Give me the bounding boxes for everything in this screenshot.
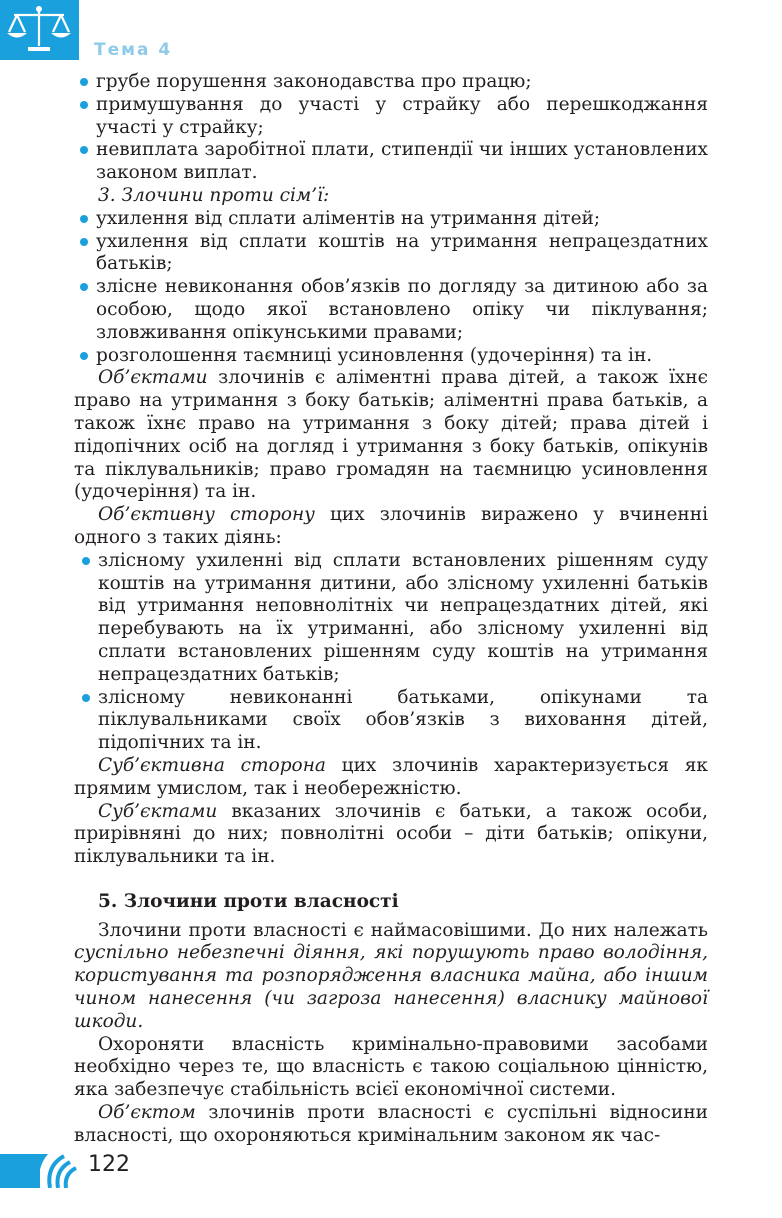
topic-label: Тема 4 [94, 40, 173, 60]
paragraph-property-protection: Охороняти власність кримінально-правовими засобами необхідно через те, що власність є такою соціальною цінністю, яка забезпечує стабільність всієї економічної системи. [74, 1033, 708, 1101]
list-item: злісному ухиленні від сплати встановлених рішенням суду коштів на утримання дитини, або злісному ухиленні батьків від утримання неповнолітніх чи непрацездатних дітей, які перебувають на їх утриманні, або злісному ухиленні від сплати встановлених рішенням суду коштів на утримання непрацездатних батьків; [74, 550, 708, 687]
list-item: грубе порушення законодавства про працю; [74, 71, 708, 94]
signal-waves-icon [0, 1148, 80, 1188]
paragraph-objects: Об’єктами злочинів є аліментні права дітей, а також їхнє право на утримання з боку батьків; аліментні права батьків, а також їхнє право на утримання з боку дітей; права дітей і підопічних осіб на догляд і утримання з боку батьків, опікунів та піклувальників; право громадян на таємницю усиновлення (удочеріння) та ін. [74, 367, 708, 503]
bullet-icon [82, 694, 90, 702]
list-item: розголошення таємниці усиновлення (удочеріння) та ін. [74, 345, 708, 368]
list-item: злісне невиконання обов’язків по догляду за дитиною або за особою, щодо якої встановлено опіку чи піклування; зловживання опікунськими правами; [74, 276, 708, 344]
paragraph-objective-side: Об’єктивну сторону цих злочинів виражено у вчиненні одного з таких діянь: [74, 504, 708, 548]
subsection-heading: 3. Злочини проти сім’ї: [98, 184, 330, 206]
list-item: злісному невиконанні батьками, опікунами та піклувальниками своїх обов’язків з виховання дітей, підопічних та ін. [74, 687, 708, 755]
scales-of-justice-icon [0, 0, 79, 60]
bullet-icon [80, 215, 88, 223]
bullet-icon [80, 238, 88, 246]
section-heading: 5. Злочини проти власності [98, 890, 399, 912]
list-item: примушування до участі у страйку або перешкоджання участі у страйку; [74, 94, 708, 140]
bullet-icon [80, 283, 88, 291]
paragraph-subjective-side: Суб’єктивна сторона цих злочинів характеризується як прямим умислом, так і необережністю. [74, 754, 708, 799]
bullet-icon [80, 78, 88, 86]
paragraph-property-intro: Злочини проти власності є наймасовішими. До них належать суспільно небезпечні діяння, які порушують право володіння, користування та розпорядження власника майна, або іншим чином нанесення (чи загроза нанесення) власнику майнової шкоди. [74, 919, 708, 1032]
paragraph-subjects: Суб’єктами вказаних злочинів є батьки, а також особи, прирівняні до них; повнолітні особи – діти батьків; опікуни, піклувальники та ін. [74, 800, 708, 868]
page-content [74, 71, 708, 1148]
bullet-icon [80, 352, 88, 360]
list-item: ухилення від сплати коштів на утримання непрацездатних батьків; [74, 231, 708, 277]
paragraph-property-object: Об’єктом злочинів проти власності є суспільні відносини власності, що охороняються кримінальним законом як час- [74, 1102, 708, 1146]
bullet-icon [80, 101, 88, 109]
bullet-icon [82, 557, 90, 565]
list-item: ухилення від сплати аліментів на утримання дітей; [74, 208, 708, 231]
topic-badge [0, 0, 79, 60]
list-item: невиплата заробітної плати, стипендії чи інших установлених законом виплат. [74, 139, 708, 185]
page-number: 122 [88, 1152, 130, 1177]
bullet-icon [80, 146, 88, 154]
